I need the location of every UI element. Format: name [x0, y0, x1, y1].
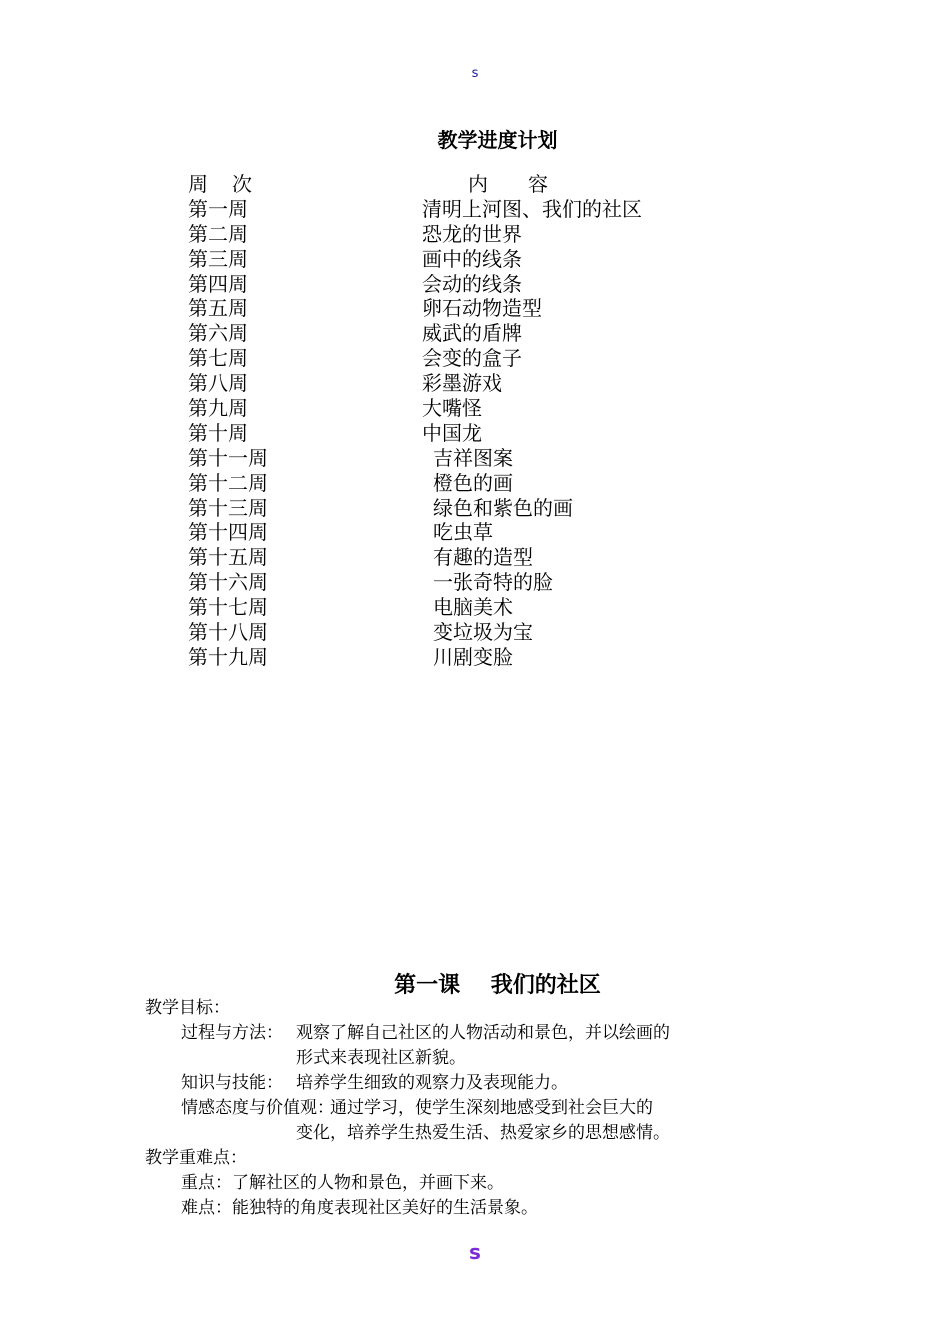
footer-mark: s [469, 1240, 481, 1264]
key-points-label: 教学重难点： [145, 1148, 247, 1168]
content-cell: 橙色的画 [433, 470, 513, 495]
content-cell: 中国龙 [422, 420, 482, 445]
content-cell: 彩墨游戏 [422, 371, 502, 396]
week-cell: 第十九周 [188, 644, 268, 669]
key-point: 重点：了解社区的人物和景色，并画下来。 [181, 1173, 504, 1193]
goals-label: 教学目标： [145, 998, 230, 1018]
week-cell: 第六周 [188, 321, 248, 346]
week-cell: 第十三周 [188, 495, 268, 520]
week-cell: 第四周 [188, 271, 248, 296]
week-cell: 第三周 [188, 246, 248, 271]
content-cell: 卵石动物造型 [422, 296, 542, 321]
emotion-label: 情感态度与价值观： [181, 1098, 334, 1118]
content-cell: 吉祥图案 [433, 445, 513, 470]
process-text-line1: 观察了解自己社区的人物活动和景色，并以绘画的 [296, 1023, 670, 1043]
week-cell: 第十周 [188, 420, 248, 445]
emotion-text-line2: 变化，培养学生热爱生活、热爱家乡的思想感情。 [296, 1123, 670, 1143]
process-text-line2: 形式来表现社区新貌。 [296, 1048, 466, 1068]
content-cell: 一张奇特的脸 [433, 570, 553, 595]
content-cell: 会变的盒子 [422, 346, 522, 371]
week-cell: 第十六周 [188, 570, 268, 595]
content-cell: 川剧变脸 [433, 644, 513, 669]
header-mark: s [471, 66, 479, 81]
difficulty-point: 难点：能独特的角度表现社区美好的生活景象。 [181, 1198, 538, 1218]
content-cell: 会动的线条 [422, 271, 522, 296]
week-cell: 第十一周 [188, 445, 268, 470]
week-cell: 第十五周 [188, 545, 268, 570]
content-cell: 变垃圾为宝 [433, 620, 533, 645]
week-cell: 第十四周 [188, 520, 268, 545]
content-cell: 电脑美术 [433, 595, 513, 620]
week-cell: 第九周 [188, 396, 248, 421]
content-cell: 绿色和紫色的画 [433, 495, 573, 520]
week-cell: 第十二周 [188, 470, 268, 495]
week-cell: 第八周 [188, 371, 248, 396]
week-cell: 第二周 [188, 221, 248, 246]
column-week-header: 周次 [188, 172, 276, 196]
content-cell: 吃虫草 [433, 520, 493, 545]
content-cell: 有趣的造型 [433, 545, 533, 570]
emotion-text-line1: 通过学习，使学生深刻地感受到社会巨大的 [330, 1098, 653, 1118]
plan-title: 教学进度计划 [437, 128, 558, 152]
skill-text: 培养学生细致的观察力及表现能力。 [296, 1073, 568, 1093]
skill-label: 知识与技能： [181, 1073, 283, 1093]
content-cell: 画中的线条 [422, 246, 522, 271]
lesson-title: 第一课 我们的社区 [394, 972, 601, 998]
content-cell: 威武的盾牌 [422, 321, 522, 346]
week-cell: 第十七周 [188, 595, 268, 620]
content-cell: 大嘴怪 [422, 396, 482, 421]
column-content-header: 内容 [468, 172, 588, 196]
week-cell: 第五周 [188, 296, 248, 321]
content-cell: 恐龙的世界 [422, 221, 522, 246]
week-cell: 第七周 [188, 346, 248, 371]
process-label: 过程与方法： [181, 1023, 283, 1043]
content-cell: 清明上河图、我们的社区 [422, 196, 642, 221]
week-cell: 第十八周 [188, 620, 268, 645]
week-cell: 第一周 [188, 196, 248, 221]
